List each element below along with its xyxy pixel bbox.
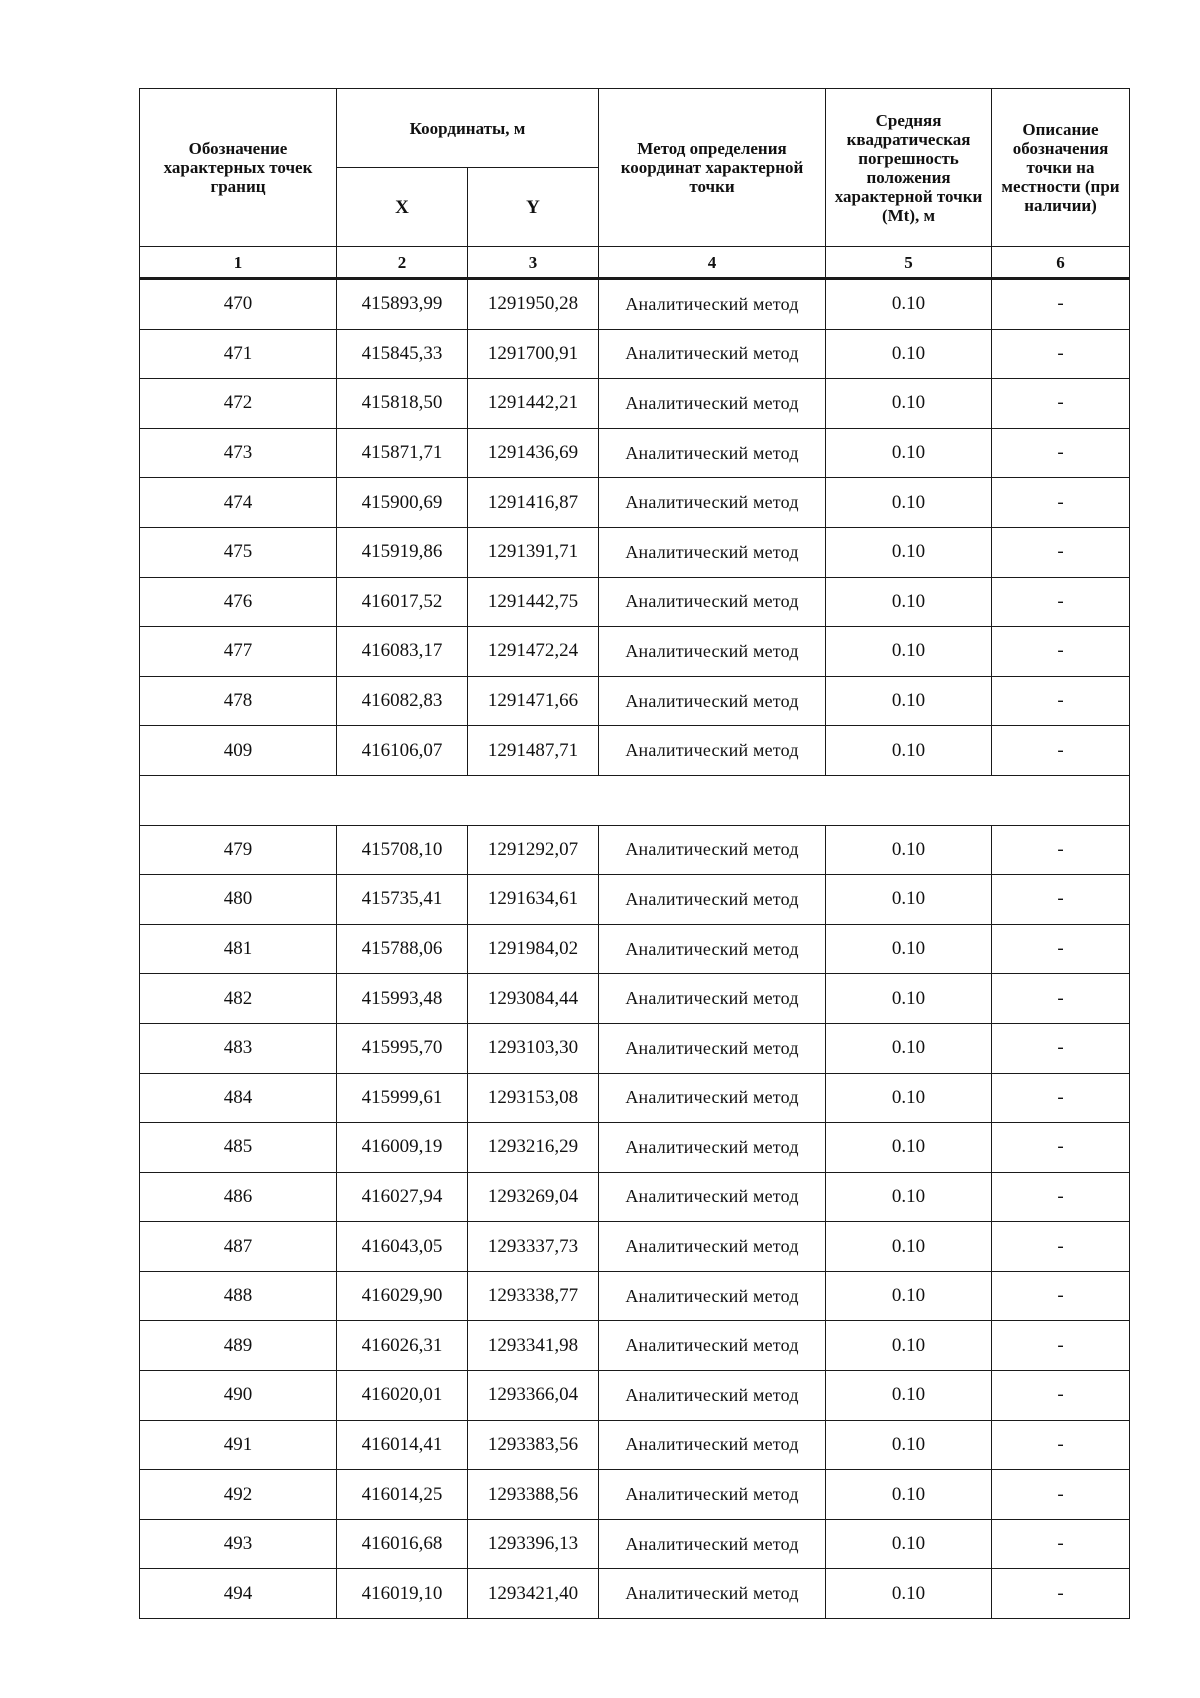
boundary-points-table-container <box>139 88 1129 1619</box>
y-cell: 1293341,98 <box>468 1321 599 1371</box>
x-cell: 415919,86 <box>337 527 468 577</box>
point-cell: 494 <box>140 1569 337 1619</box>
point-cell: 482 <box>140 974 337 1024</box>
mt-cell: 0.10 <box>826 1271 992 1321</box>
header-designation: Обозначение характерных точек границ <box>140 89 337 247</box>
table-row <box>140 1321 1130 1371</box>
description-cell: - <box>992 726 1130 776</box>
header-coordinates: Координаты, м <box>337 89 599 168</box>
mt-cell: 0.10 <box>826 379 992 429</box>
point-cell: 486 <box>140 1172 337 1222</box>
table-row <box>140 379 1130 429</box>
method-cell: Аналитический метод <box>599 1371 826 1421</box>
x-cell: 415818,50 <box>337 379 468 429</box>
table-row <box>140 1073 1130 1123</box>
y-cell: 1293421,40 <box>468 1569 599 1619</box>
x-cell: 416014,41 <box>337 1420 468 1470</box>
y-cell: 1291950,28 <box>468 279 599 330</box>
table-row <box>140 1123 1130 1173</box>
y-cell: 1293366,04 <box>468 1371 599 1421</box>
column-number: 6 <box>992 247 1130 279</box>
table-row <box>140 1222 1130 1272</box>
description-cell: - <box>992 1172 1130 1222</box>
description-cell: - <box>992 428 1130 478</box>
description-cell: - <box>992 1271 1130 1321</box>
method-cell: Аналитический метод <box>599 924 826 974</box>
point-cell: 488 <box>140 1271 337 1321</box>
y-cell: 1293337,73 <box>468 1222 599 1272</box>
y-cell: 1291436,69 <box>468 428 599 478</box>
y-cell: 1293388,56 <box>468 1470 599 1520</box>
mt-cell: 0.10 <box>826 428 992 478</box>
method-cell: Аналитический метод <box>599 825 826 875</box>
table-row <box>140 1023 1130 1073</box>
column-number: 1 <box>140 247 337 279</box>
x-cell: 416106,07 <box>337 726 468 776</box>
header-x: X <box>337 168 468 247</box>
method-cell: Аналитический метод <box>599 1023 826 1073</box>
mt-cell: 0.10 <box>826 1172 992 1222</box>
point-cell: 409 <box>140 726 337 776</box>
y-cell: 1293103,30 <box>468 1023 599 1073</box>
point-cell: 491 <box>140 1420 337 1470</box>
point-cell: 470 <box>140 279 337 330</box>
y-cell: 1291634,61 <box>468 875 599 925</box>
method-cell: Аналитический метод <box>599 329 826 379</box>
point-cell: 483 <box>140 1023 337 1073</box>
method-cell: Аналитический метод <box>599 279 826 330</box>
description-cell: - <box>992 1569 1130 1619</box>
table-row <box>140 875 1130 925</box>
mt-cell: 0.10 <box>826 1569 992 1619</box>
description-cell: - <box>992 527 1130 577</box>
x-cell: 416029,90 <box>337 1271 468 1321</box>
point-cell: 487 <box>140 1222 337 1272</box>
y-cell: 1291292,07 <box>468 825 599 875</box>
description-cell: - <box>992 1420 1130 1470</box>
description-cell: - <box>992 1073 1130 1123</box>
group-separator-cell <box>140 775 1130 825</box>
method-cell: Аналитический метод <box>599 1172 826 1222</box>
group-separator-row <box>140 775 1130 825</box>
x-cell: 416027,94 <box>337 1172 468 1222</box>
table-row <box>140 1371 1130 1421</box>
point-cell: 481 <box>140 924 337 974</box>
description-cell: - <box>992 279 1130 330</box>
point-cell: 493 <box>140 1519 337 1569</box>
table-row <box>140 279 1130 330</box>
point-cell: 474 <box>140 478 337 528</box>
mt-cell: 0.10 <box>826 726 992 776</box>
boundary-points-table <box>139 88 1130 1619</box>
x-cell: 415735,41 <box>337 875 468 925</box>
mt-cell: 0.10 <box>826 1321 992 1371</box>
mt-cell: 0.10 <box>826 974 992 1024</box>
x-cell: 416014,25 <box>337 1470 468 1520</box>
mt-cell: 0.10 <box>826 676 992 726</box>
mt-cell: 0.10 <box>826 1123 992 1173</box>
mt-cell: 0.10 <box>826 478 992 528</box>
table-row <box>140 478 1130 528</box>
method-cell: Аналитический метод <box>599 875 826 925</box>
x-cell: 416026,31 <box>337 1321 468 1371</box>
table-row <box>140 627 1130 677</box>
mt-cell: 0.10 <box>826 1073 992 1123</box>
x-cell: 416083,17 <box>337 627 468 677</box>
table-row <box>140 825 1130 875</box>
point-cell: 490 <box>140 1371 337 1421</box>
mt-cell: 0.10 <box>826 527 992 577</box>
y-cell: 1293338,77 <box>468 1271 599 1321</box>
x-cell: 415708,10 <box>337 825 468 875</box>
column-number: 2 <box>337 247 468 279</box>
table-body <box>140 279 1130 1619</box>
table-row <box>140 726 1130 776</box>
description-cell: - <box>992 974 1130 1024</box>
x-cell: 415900,69 <box>337 478 468 528</box>
table-row <box>140 1172 1130 1222</box>
y-cell: 1291442,21 <box>468 379 599 429</box>
table-row <box>140 1271 1130 1321</box>
table-row <box>140 1420 1130 1470</box>
description-cell: - <box>992 478 1130 528</box>
description-cell: - <box>992 825 1130 875</box>
description-cell: - <box>992 379 1130 429</box>
method-cell: Аналитический метод <box>599 1321 826 1371</box>
method-cell: Аналитический метод <box>599 1569 826 1619</box>
y-cell: 1291700,91 <box>468 329 599 379</box>
header-error: Средняя квадратическая погрешность положения характерной точки (Mt), м <box>826 89 992 247</box>
point-cell: 471 <box>140 329 337 379</box>
y-cell: 1293153,08 <box>468 1073 599 1123</box>
description-cell: - <box>992 1470 1130 1520</box>
header-description: Описание обозначения точки на местности (при наличии) <box>992 89 1130 247</box>
x-cell: 415871,71 <box>337 428 468 478</box>
y-cell: 1291442,75 <box>468 577 599 627</box>
description-cell: - <box>992 627 1130 677</box>
point-cell: 492 <box>140 1470 337 1520</box>
description-cell: - <box>992 676 1130 726</box>
table-row <box>140 1569 1130 1619</box>
x-cell: 416082,83 <box>337 676 468 726</box>
method-cell: Аналитический метод <box>599 726 826 776</box>
description-cell: - <box>992 329 1130 379</box>
method-cell: Аналитический метод <box>599 974 826 1024</box>
point-cell: 485 <box>140 1123 337 1173</box>
column-number: 4 <box>599 247 826 279</box>
point-cell: 477 <box>140 627 337 677</box>
mt-cell: 0.10 <box>826 1023 992 1073</box>
point-cell: 484 <box>140 1073 337 1123</box>
method-cell: Аналитический метод <box>599 676 826 726</box>
y-cell: 1293269,04 <box>468 1172 599 1222</box>
point-cell: 480 <box>140 875 337 925</box>
mt-cell: 0.10 <box>826 1420 992 1470</box>
x-cell: 416043,05 <box>337 1222 468 1272</box>
mt-cell: 0.10 <box>826 924 992 974</box>
method-cell: Аналитический метод <box>599 1420 826 1470</box>
x-cell: 416009,19 <box>337 1123 468 1173</box>
y-cell: 1291471,66 <box>468 676 599 726</box>
method-cell: Аналитический метод <box>599 1271 826 1321</box>
x-cell: 416017,52 <box>337 577 468 627</box>
y-cell: 1291487,71 <box>468 726 599 776</box>
x-cell: 415788,06 <box>337 924 468 974</box>
x-cell: 415893,99 <box>337 279 468 330</box>
y-cell: 1291391,71 <box>468 527 599 577</box>
mt-cell: 0.10 <box>826 1470 992 1520</box>
table-row <box>140 1470 1130 1520</box>
y-cell: 1293216,29 <box>468 1123 599 1173</box>
table-row <box>140 329 1130 379</box>
x-cell: 415845,33 <box>337 329 468 379</box>
mt-cell: 0.10 <box>826 627 992 677</box>
x-cell: 416016,68 <box>337 1519 468 1569</box>
description-cell: - <box>992 875 1130 925</box>
mt-cell: 0.10 <box>826 1371 992 1421</box>
y-cell: 1291416,87 <box>468 478 599 528</box>
y-cell: 1293084,44 <box>468 974 599 1024</box>
point-cell: 489 <box>140 1321 337 1371</box>
mt-cell: 0.10 <box>826 875 992 925</box>
description-cell: - <box>992 1023 1130 1073</box>
table-row <box>140 428 1130 478</box>
method-cell: Аналитический метод <box>599 1222 826 1272</box>
x-cell: 416020,01 <box>337 1371 468 1421</box>
method-cell: Аналитический метод <box>599 577 826 627</box>
mt-cell: 0.10 <box>826 279 992 330</box>
mt-cell: 0.10 <box>826 1222 992 1272</box>
mt-cell: 0.10 <box>826 577 992 627</box>
description-cell: - <box>992 1519 1130 1569</box>
table-row <box>140 1519 1130 1569</box>
method-cell: Аналитический метод <box>599 428 826 478</box>
method-cell: Аналитический метод <box>599 1470 826 1520</box>
column-number: 3 <box>468 247 599 279</box>
description-cell: - <box>992 1222 1130 1272</box>
mt-cell: 0.10 <box>826 825 992 875</box>
table-row <box>140 974 1130 1024</box>
header-y: Y <box>468 168 599 247</box>
table-row <box>140 577 1130 627</box>
method-cell: Аналитический метод <box>599 1519 826 1569</box>
point-cell: 473 <box>140 428 337 478</box>
description-cell: - <box>992 1321 1130 1371</box>
table-row <box>140 527 1130 577</box>
mt-cell: 0.10 <box>826 329 992 379</box>
x-cell: 415995,70 <box>337 1023 468 1073</box>
point-cell: 478 <box>140 676 337 726</box>
y-cell: 1293396,13 <box>468 1519 599 1569</box>
method-cell: Аналитический метод <box>599 1073 826 1123</box>
y-cell: 1291984,02 <box>468 924 599 974</box>
method-cell: Аналитический метод <box>599 1123 826 1173</box>
table-header <box>140 89 1130 279</box>
point-cell: 476 <box>140 577 337 627</box>
description-cell: - <box>992 577 1130 627</box>
point-cell: 472 <box>140 379 337 429</box>
x-cell: 416019,10 <box>337 1569 468 1619</box>
method-cell: Аналитический метод <box>599 627 826 677</box>
description-cell: - <box>992 924 1130 974</box>
y-cell: 1293383,56 <box>468 1420 599 1470</box>
method-cell: Аналитический метод <box>599 527 826 577</box>
y-cell: 1291472,24 <box>468 627 599 677</box>
description-cell: - <box>992 1123 1130 1173</box>
method-cell: Аналитический метод <box>599 478 826 528</box>
header-method: Метод определения координат характерной точки <box>599 89 826 247</box>
column-number: 5 <box>826 247 992 279</box>
mt-cell: 0.10 <box>826 1519 992 1569</box>
x-cell: 415993,48 <box>337 974 468 1024</box>
method-cell: Аналитический метод <box>599 379 826 429</box>
table-row <box>140 924 1130 974</box>
point-cell: 475 <box>140 527 337 577</box>
description-cell: - <box>992 1371 1130 1421</box>
table-row <box>140 676 1130 726</box>
x-cell: 415999,61 <box>337 1073 468 1123</box>
point-cell: 479 <box>140 825 337 875</box>
